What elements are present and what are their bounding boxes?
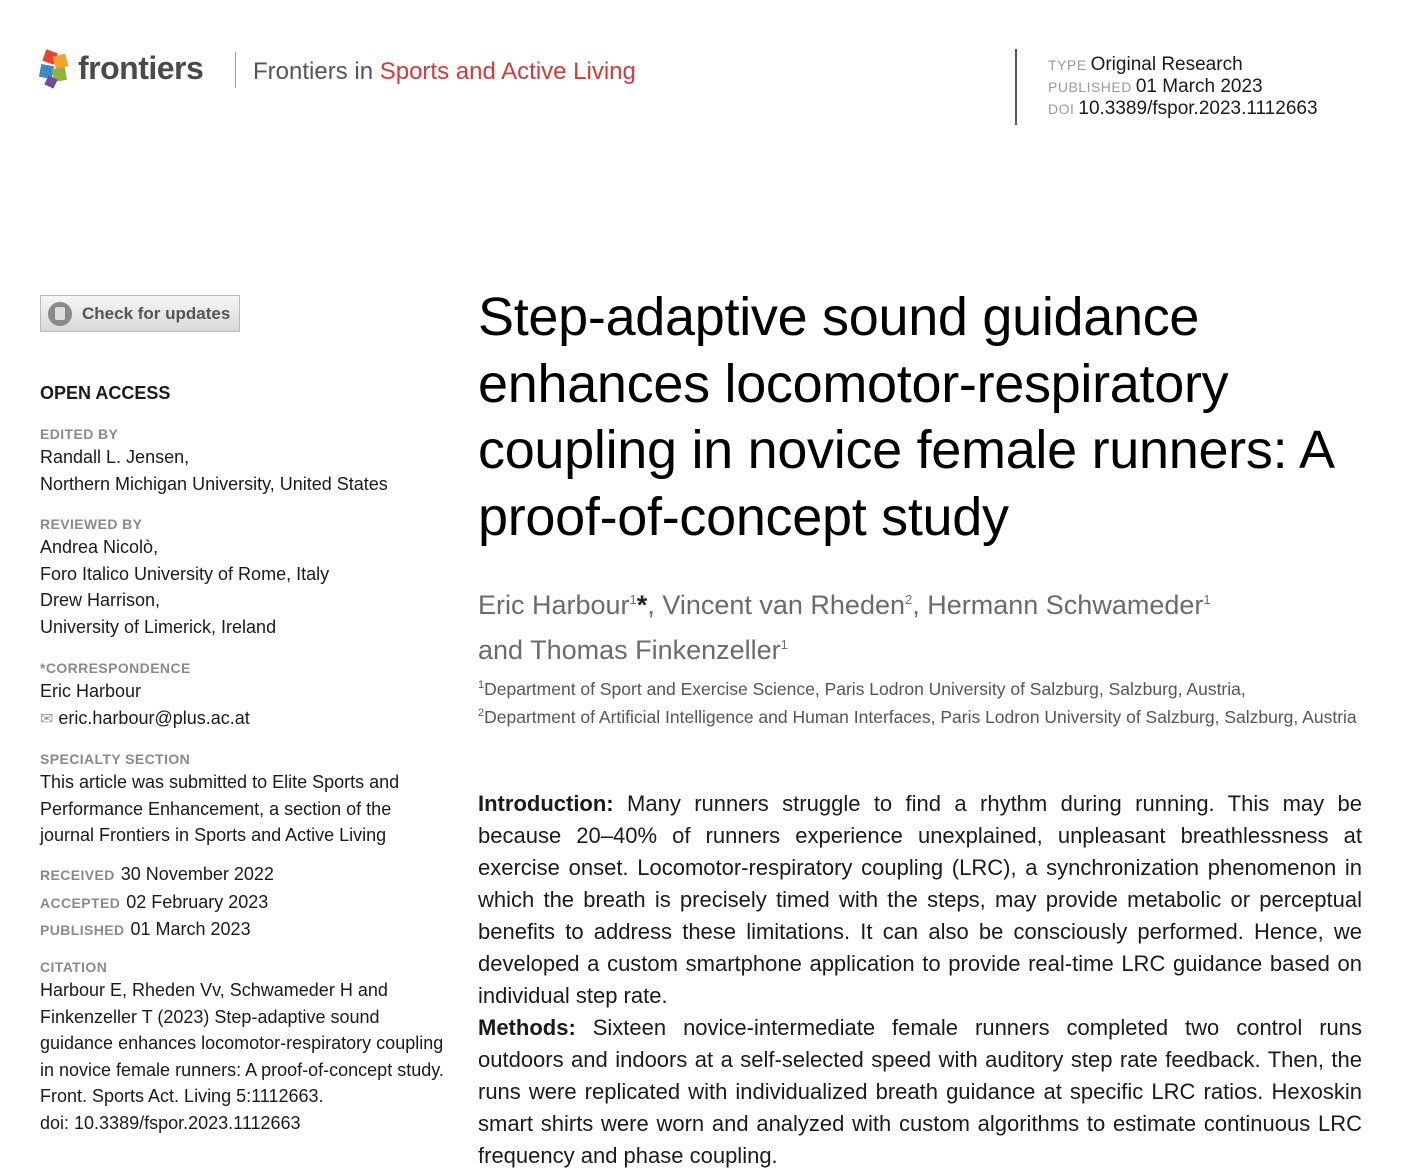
reviewed-by-label: REVIEWED BY (40, 516, 143, 532)
journal-title: Sports and Active Living (379, 58, 636, 85)
methods-text: Sixteen novice-intermediate female runners completed two control runs outdoors and indoors at a self-selected speed with auditory step rate feedback. Then, the runs were replicated with individualized breath guidance at specific LRC ratios. Hexoskin smart shirts were worn and analyzed with custom algorithms to estimate continuous LRC frequency and phase coupling. (478, 1015, 1362, 1168)
methods-heading: Methods: (478, 1015, 576, 1040)
published-value: 01 March 2023 (1135, 76, 1263, 97)
author-affil-sup: 1 (629, 592, 637, 607)
accepted-value: 02 February 2023 (126, 891, 269, 912)
journal-name[interactable] (253, 58, 636, 86)
intro-text: Many runners struggle to find a rhythm during running. This may be because 20–40% of runners experience unexplained, unpleasant breathlessness at exercise onset. Locomotor-respiratory coupling (LRC), a synchronization phenomenon in which the breath is precisely timed with the steps, may provide metabolic or perceptual benefits to address these limitations. It can also be consciously performed. Hence, we developed a custom smartphone application to provide real-time LRC guidance based on individual step rate. (478, 791, 1362, 1008)
doi-label: DOI (1048, 101, 1075, 117)
affil-sup: 1 (478, 679, 485, 691)
received-value: 30 November 2022 (120, 864, 274, 884)
dates-section (40, 861, 450, 944)
bookmark-icon (48, 302, 72, 326)
author-affil-sup: 2 (905, 592, 913, 607)
affil-sup: 2 (478, 706, 485, 719)
author-affil-sup: 1 (780, 637, 788, 652)
author-and: and (478, 635, 524, 665)
published-label: PUBLISHED (40, 922, 125, 939)
type-label: TYPE (1048, 57, 1087, 73)
logo-wordmark: frontiers (78, 50, 204, 86)
affiliation-1: Department of Sport and Exercise Science, Paris Lodron University of Salzburg, Salzburg, Austria, (484, 678, 1246, 699)
published-value: 01 March 2023 (130, 919, 251, 940)
frontiers-logo-icon (40, 51, 72, 87)
type-value: Original Research (1090, 54, 1243, 75)
editor-affiliation: Northern Michigan University, United States (40, 473, 388, 494)
check-for-updates-button[interactable] (40, 295, 240, 332)
mail-icon: ✉ (40, 710, 54, 728)
author-list: Eric Harbour$^1$*, Vincent van Rheden$^2$, Hermann Schwameder$^1$ and Thomas Finkenzeller$^1$ (478, 590, 1211, 665)
reviewed-by-section (40, 514, 450, 640)
citation-label: CITATION (40, 959, 108, 975)
corresponding-mark: * (636, 590, 648, 620)
citation-text: Harbour E, Rheden Vv, Schwameder H and Finkenzeller T (2023) Step-adaptive sound guidance enhances locomotor-respiratory coupling in novice female runners: A proof-of-concept study. (40, 980, 444, 1080)
author-name[interactable]: Eric Harbour (478, 590, 630, 620)
specialty-label: SPECIALTY SECTION (40, 751, 191, 767)
abstract-introduction (478, 788, 1362, 1012)
correspondence-name: Eric Harbour (40, 681, 142, 701)
article-title: Step-adaptive sound guidance enhances locomotor-respiratory coupling in novice female runners: A proof-of-concept study (478, 287, 1332, 547)
reviewer-name: Drew Harrison, (40, 590, 161, 611)
doi-value[interactable]: 10.3389/fspor.2023.1112663 (1078, 98, 1318, 119)
correspondence-email[interactable]: eric.harbour@plus.ac.at (58, 707, 250, 728)
specialty-section (40, 749, 450, 849)
edited-by-label: EDITED BY (40, 426, 119, 442)
journal-prefix: Frontiers in (253, 58, 374, 85)
editor-name: Randall L. Jensen, (40, 447, 190, 467)
specialty-text: This article was submitted to Elite Sports and Performance Enhancement, a section of the journal Frontiers in Sports and Active Living (40, 772, 400, 846)
received-label: RECEIVED (40, 867, 115, 883)
citation-journal: Front. Sports Act. Living 5:1112663. (40, 1086, 324, 1107)
affiliations (478, 673, 1378, 729)
open-access-label: OPEN ACCESS (40, 383, 171, 403)
article-meta (1048, 54, 1318, 120)
citation-doi[interactable]: doi: 10.3389/fspor.2023.1112663 (40, 1112, 301, 1133)
header-divider (235, 52, 236, 88)
published-label: PUBLISHED (1048, 79, 1132, 95)
affiliation-2: Department of Artificial Intelligence and Human Interfaces, Paris Lodron University of Salzburg, Salzburg, Austria (484, 706, 1357, 727)
edited-by-section (40, 424, 450, 497)
abstract (478, 788, 1362, 1172)
reviewer-name: Andrea Nicolò, (40, 537, 159, 557)
correspondence-label: *CORRESPONDENCE (40, 660, 191, 676)
intro-heading: Introduction: (478, 791, 614, 816)
reviewer-affiliation: Foro Italico University of Rome, Italy (40, 563, 330, 584)
meta-divider (1015, 49, 1017, 125)
accepted-label: ACCEPTED (40, 894, 121, 911)
reviewer-affiliation: University of Limerick, Ireland (40, 616, 277, 637)
author-name[interactable]: Hermann Schwameder (927, 590, 1204, 620)
abstract-methods (478, 1012, 1362, 1172)
author-affil-sup: 1 (1203, 592, 1211, 607)
correspondence-section (40, 658, 450, 733)
frontiers-logo[interactable] (40, 50, 203, 87)
check-updates-label: Check for updates (82, 303, 231, 323)
author-name[interactable]: Thomas Finkenzeller (530, 635, 781, 665)
citation-section (40, 957, 445, 1137)
author-name[interactable]: Vincent van Rheden (662, 590, 905, 620)
